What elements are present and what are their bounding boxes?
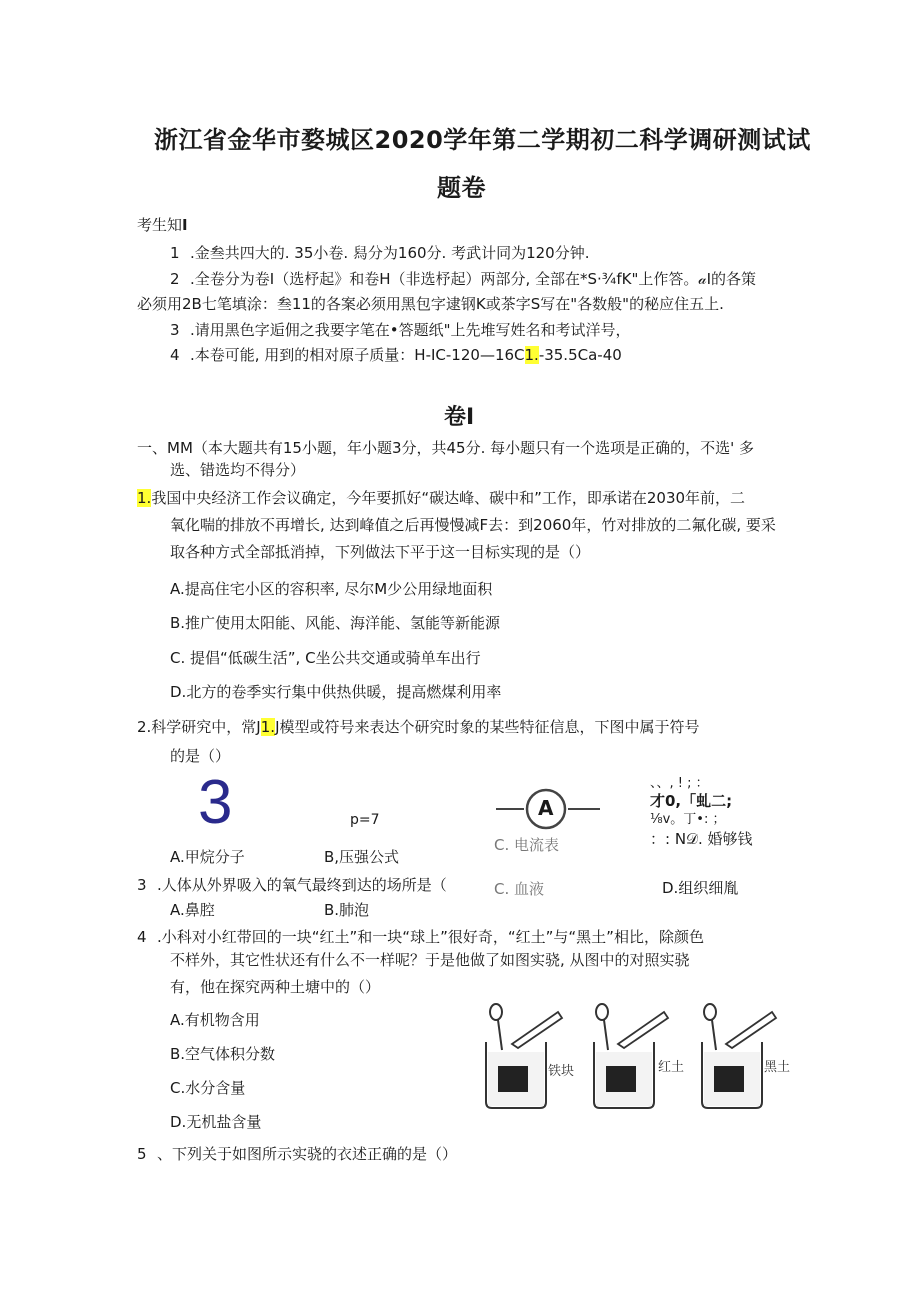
question-1-line-3: 取各种方式全部抵消掉，下列做法下平于这一目标实现的是（） (170, 543, 591, 561)
question-1-option-d: D.北方的卷季实行集中供热供暖，提高燃煤利用率 (170, 683, 502, 701)
question-2: 2.科学研究中，常J1.J模型或符号来表达个研究时象的某些特征信息，下图中属于符号 (137, 718, 700, 736)
question-3-option-b: B.肺泡 (324, 901, 370, 919)
question-3: 3 .人体从外界吸入的氧气最终到达的场所是（ (137, 876, 447, 894)
blood-label: C. 血液 (494, 880, 545, 898)
blood-figure-text-3: ⅛v。丁•: ； (650, 812, 726, 827)
question-4-line-3: 有，他在探究两种土塘中的（） (170, 978, 381, 996)
page-title: 浙江省金华市婺城区2020学年第二学期初二科学调研测试试 (154, 126, 811, 154)
question-4-line-2: 不样外，其它性状还有什么不一样呢？于是他做了如图实骁, 从图中的对照实骁 (170, 951, 690, 969)
figure-pressure-formula: p=7 (350, 812, 380, 828)
beaker-2 (594, 1004, 668, 1108)
question-1: 1.我国中央经济工作会议确定，今年要抓好“碳达峰、碳中和”工作，即承诺在2030年前，二 (137, 489, 746, 507)
section-title: 卷I (444, 405, 475, 430)
question-1-option-b: B.推广使用太阳能、风能、海洋能、氢能等新能源 (170, 614, 501, 632)
question-4-option-a: A.有机物含用 (170, 1011, 260, 1029)
figure-methane-symbol: 3 (198, 768, 233, 837)
beaker-1 (486, 1004, 562, 1108)
section-intro-continued: 选、错选均不得分） (170, 461, 306, 479)
question-2-option-a: A.甲烷分子 (170, 848, 245, 866)
question-3-option-d: D.组织细胤 (662, 879, 739, 897)
question-2-option-b: B,压强公式 (324, 848, 400, 866)
section-intro: 一、MM（本大题共有15小题，年小题3分，共45分. 每小题只有一个选项是正确的，不选' 多 (137, 439, 755, 457)
page-title-continued: 题卷 (437, 174, 486, 202)
blood-figure-text-1: 、、, ! ; ： (650, 776, 709, 791)
blood-figure-text-2: 才0,「虬二; (650, 792, 733, 810)
question-4-option-c: C.水分含量 (170, 1079, 246, 1097)
notice-item-3: 3 .请用黑色字逅佣之我要字笔在•答题纸"上先堆写姓名和考试洋号， (170, 321, 631, 339)
question-3-option-a: A.鼻腔 (170, 901, 215, 919)
notice-item-2-continued: 必须用2B七笔填涂：叁11的各案必须用黑包字逮钢K或茶字S写在"各数般"的秘应住五上. (137, 295, 724, 313)
blood-figure-text-4: ：: N𝒟. 婚够钱 (650, 830, 753, 848)
ammeter-letter: A (538, 796, 554, 820)
notice-item-4: 4 .本卷可能, 用到的相对原子质量：H-IC-120—16C1.-35.5Ca-40 (170, 346, 622, 364)
notice-heading: 考生知I (137, 216, 188, 234)
question-1-line-2: 氧化喘的排放不再增长, 达到峰值之后再慢慢减F去：到2060年，竹对排放的二氟化碳, 要采 (170, 516, 776, 534)
ammeter-label: C. 电流表 (494, 836, 560, 854)
notice-item-2: 2 .全卷分为卷I（选杼起》和卷H（非选杼起）两部分, 全部在*S·¾fK"上作答。𝒶I的各策 (170, 270, 757, 288)
beaker-experiment-figure (478, 1002, 800, 1110)
question-1-option-a: A.提高住宅小区的容积率, 尽尔M少公用绿地面积 (170, 580, 493, 598)
beaker-2-label: 红土 (658, 1060, 685, 1075)
question-2-line-2: 的是（） (170, 747, 231, 765)
beaker-1-label: 铁块 (548, 1064, 575, 1079)
question-4: 4 .小科对小红带回的一块“红土”和一块“球上”很好奇，“红土”与“黑土”相比，除颜色 (137, 928, 704, 946)
beaker-3-label: 黑土 (764, 1060, 791, 1075)
question-4-option-b: B.空气体积分数 (170, 1045, 276, 1063)
notice-item-1: 1 .金叁共四大的. 35小卷. 舄分为160分. 考武计同为120分钟. (170, 244, 590, 262)
question-5: 5 、下列关于如图所示实骁的衣述正确的是（） (137, 1145, 458, 1163)
question-1-option-c: C. 提倡“低碳生活”, C坐公共交通或骑单车出行 (170, 649, 481, 667)
question-4-option-d: D.无机盐含量 (170, 1113, 262, 1131)
